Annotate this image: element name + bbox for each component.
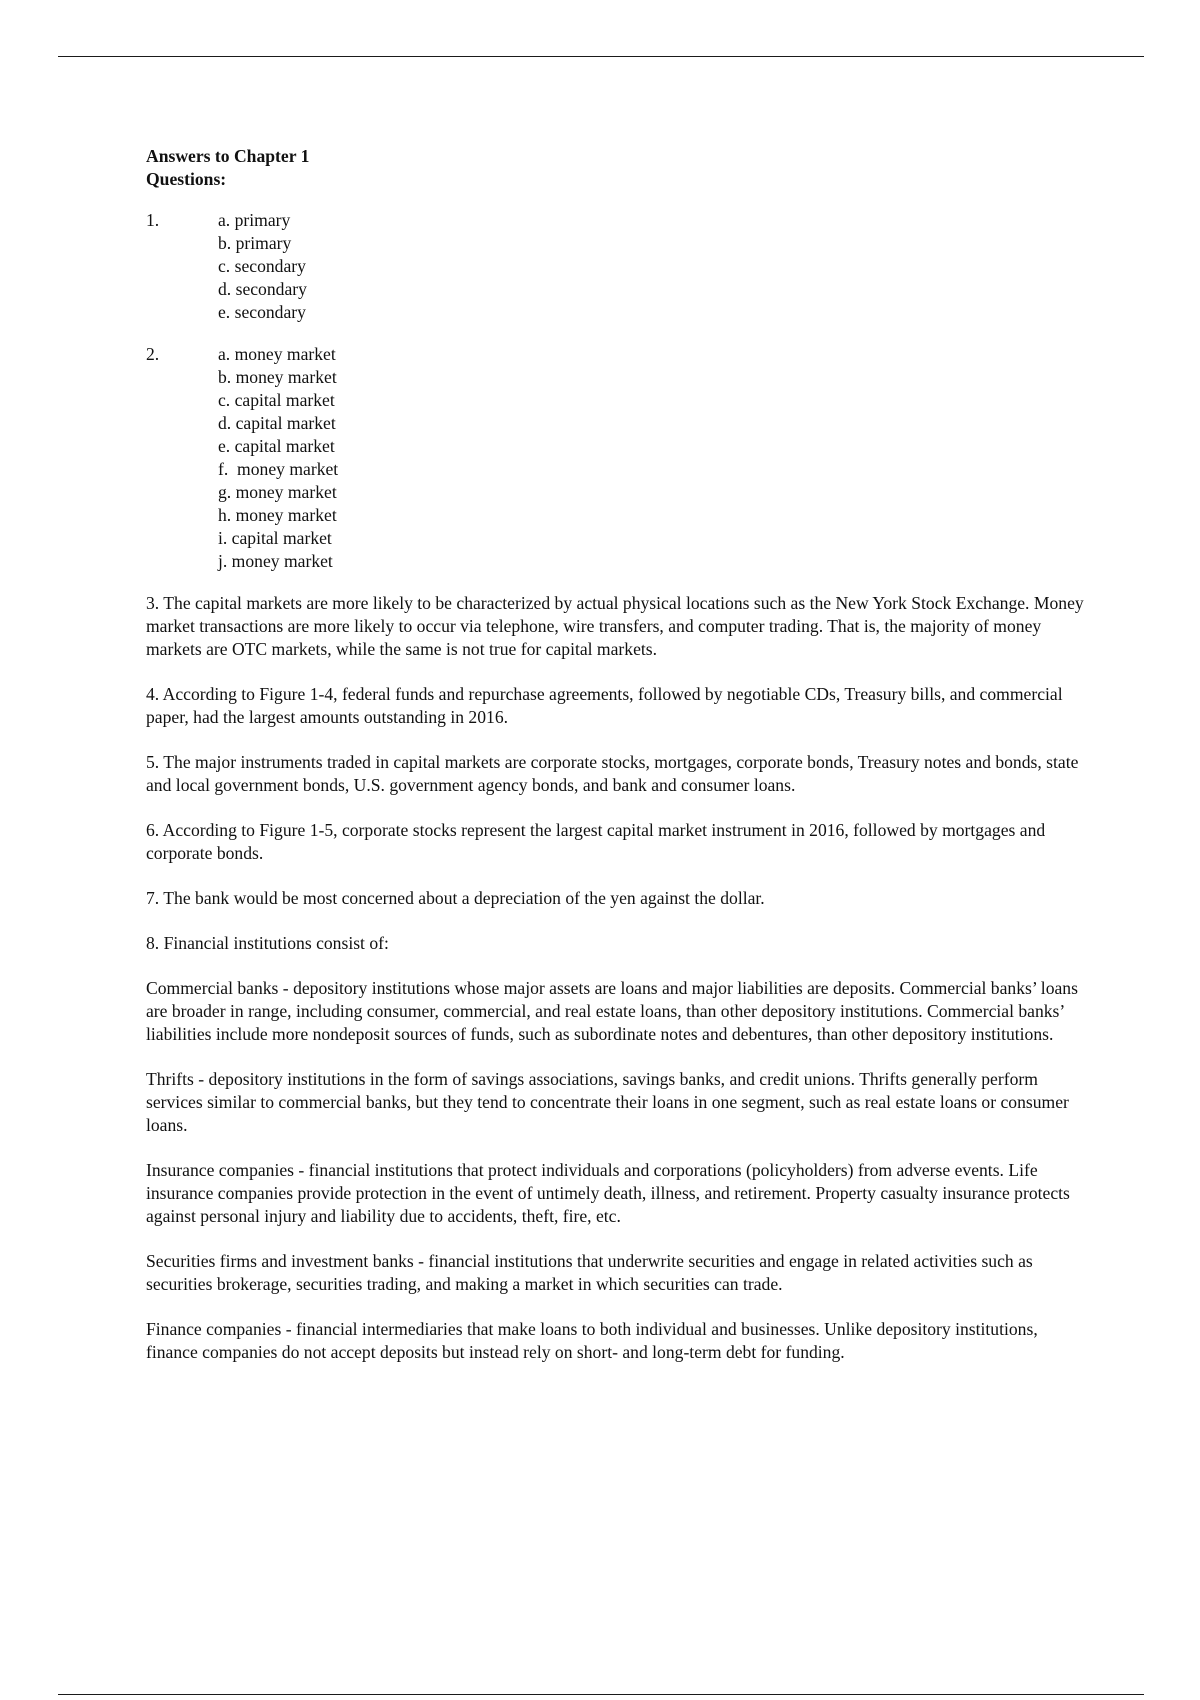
answer-7: 7. The bank would be most concerned about a depreciation of the yen against the dollar. bbox=[146, 888, 765, 908]
answer-item: a. money market bbox=[218, 344, 336, 364]
answer-item: g. money market bbox=[218, 482, 337, 502]
question-number: 2. bbox=[146, 344, 160, 364]
answer-3: 3. The capital markets are more likely to be characterized by actual physical locations such as the New York Stock Exchange. Money market transactions are more likely to occur via telephone, wire transfers, and computer trading. That is, the majority of money markets are OTC markets, while the same is not true for capital markets. bbox=[146, 593, 1084, 659]
document-body bbox=[146, 145, 1091, 1386]
answer-list bbox=[218, 343, 338, 573]
question-number: 1. bbox=[146, 210, 160, 230]
answer-item: c. capital market bbox=[218, 390, 335, 410]
answer-item: i. capital market bbox=[218, 528, 332, 548]
answer-item: f. money market bbox=[218, 459, 339, 479]
answer-item: c. secondary bbox=[218, 256, 306, 276]
thrifts-paragraph: Thrifts - depository institutions in the form of savings associations, savings banks, and credit unions. Thrifts generally perform services similar to commercial banks, but they tend to concentrate their loans in one segment, such as real estate loans or consumer loans. bbox=[146, 1069, 1069, 1135]
answer-item: e. capital market bbox=[218, 436, 335, 456]
finance-companies-paragraph: Finance companies - financial intermediaries that make loans to both individual and businesses. Unlike depository institutions, finance companies do not accept deposits but instead rely on short- and long-term debt for funding. bbox=[146, 1319, 1038, 1362]
answer-item: e. secondary bbox=[218, 302, 306, 322]
answer-4: 4. According to Figure 1-4, federal funds and repurchase agreements, followed by negotiable CDs, Treasury bills, and commercial paper, had the largest amounts outstanding in 2016. bbox=[146, 684, 1063, 727]
chapter-heading bbox=[146, 145, 1091, 191]
securities-firms-paragraph: Securities firms and investment banks - financial institutions that underwrite securities and engage in related activities such as securities brokerage, securities trading, and making a market in which securities can trade. bbox=[146, 1251, 1033, 1294]
answer-item: b. money market bbox=[218, 367, 337, 387]
answer-8-intro: 8. Financial institutions consist of: bbox=[146, 933, 389, 953]
answer-list bbox=[218, 209, 307, 324]
bottom-rule bbox=[58, 1694, 1144, 1695]
answer-item: j. money market bbox=[218, 551, 333, 571]
top-rule bbox=[58, 56, 1144, 57]
answer-item: h. money market bbox=[218, 505, 337, 525]
answer-6: 6. According to Figure 1-5, corporate stocks represent the largest capital market instrument in 2016, followed by mortgages and corporate bonds. bbox=[146, 820, 1046, 863]
answer-item: d. capital market bbox=[218, 413, 336, 433]
question-1 bbox=[146, 209, 1091, 324]
heading-line-1: Answers to Chapter 1 bbox=[146, 146, 310, 166]
question-2 bbox=[146, 343, 1091, 573]
answer-item: a. primary bbox=[218, 210, 291, 230]
answer-item: b. primary bbox=[218, 233, 292, 253]
answer-5: 5. The major instruments traded in capital markets are corporate stocks, mortgages, corporate bonds, Treasury notes and bonds, state and local government bonds, U.S. government agency bonds, and bank and consumer loans. bbox=[146, 752, 1079, 795]
insurance-companies-paragraph: Insurance companies - financial institutions that protect individuals and corporations (policyholders) from adverse events. Life insurance companies provide protection in the event of untimely death, illness, and retirement. Property casualty insurance protects against personal injury and liability due to accidents, theft, fire, etc. bbox=[146, 1160, 1070, 1226]
heading-line-2: Questions: bbox=[146, 169, 227, 189]
commercial-banks-paragraph: Commercial banks - depository institutions whose major assets are loans and major liabilities are deposits. Commercial banks’ loans are broader in range, including consumer, commercial, and real estate loans, than other depository institutions. Commercial banks’ liabilities include more nondeposit sources of funds, such as subordinate notes and debentures, than other depository institutions. bbox=[146, 978, 1078, 1044]
answer-item: d. secondary bbox=[218, 279, 307, 299]
